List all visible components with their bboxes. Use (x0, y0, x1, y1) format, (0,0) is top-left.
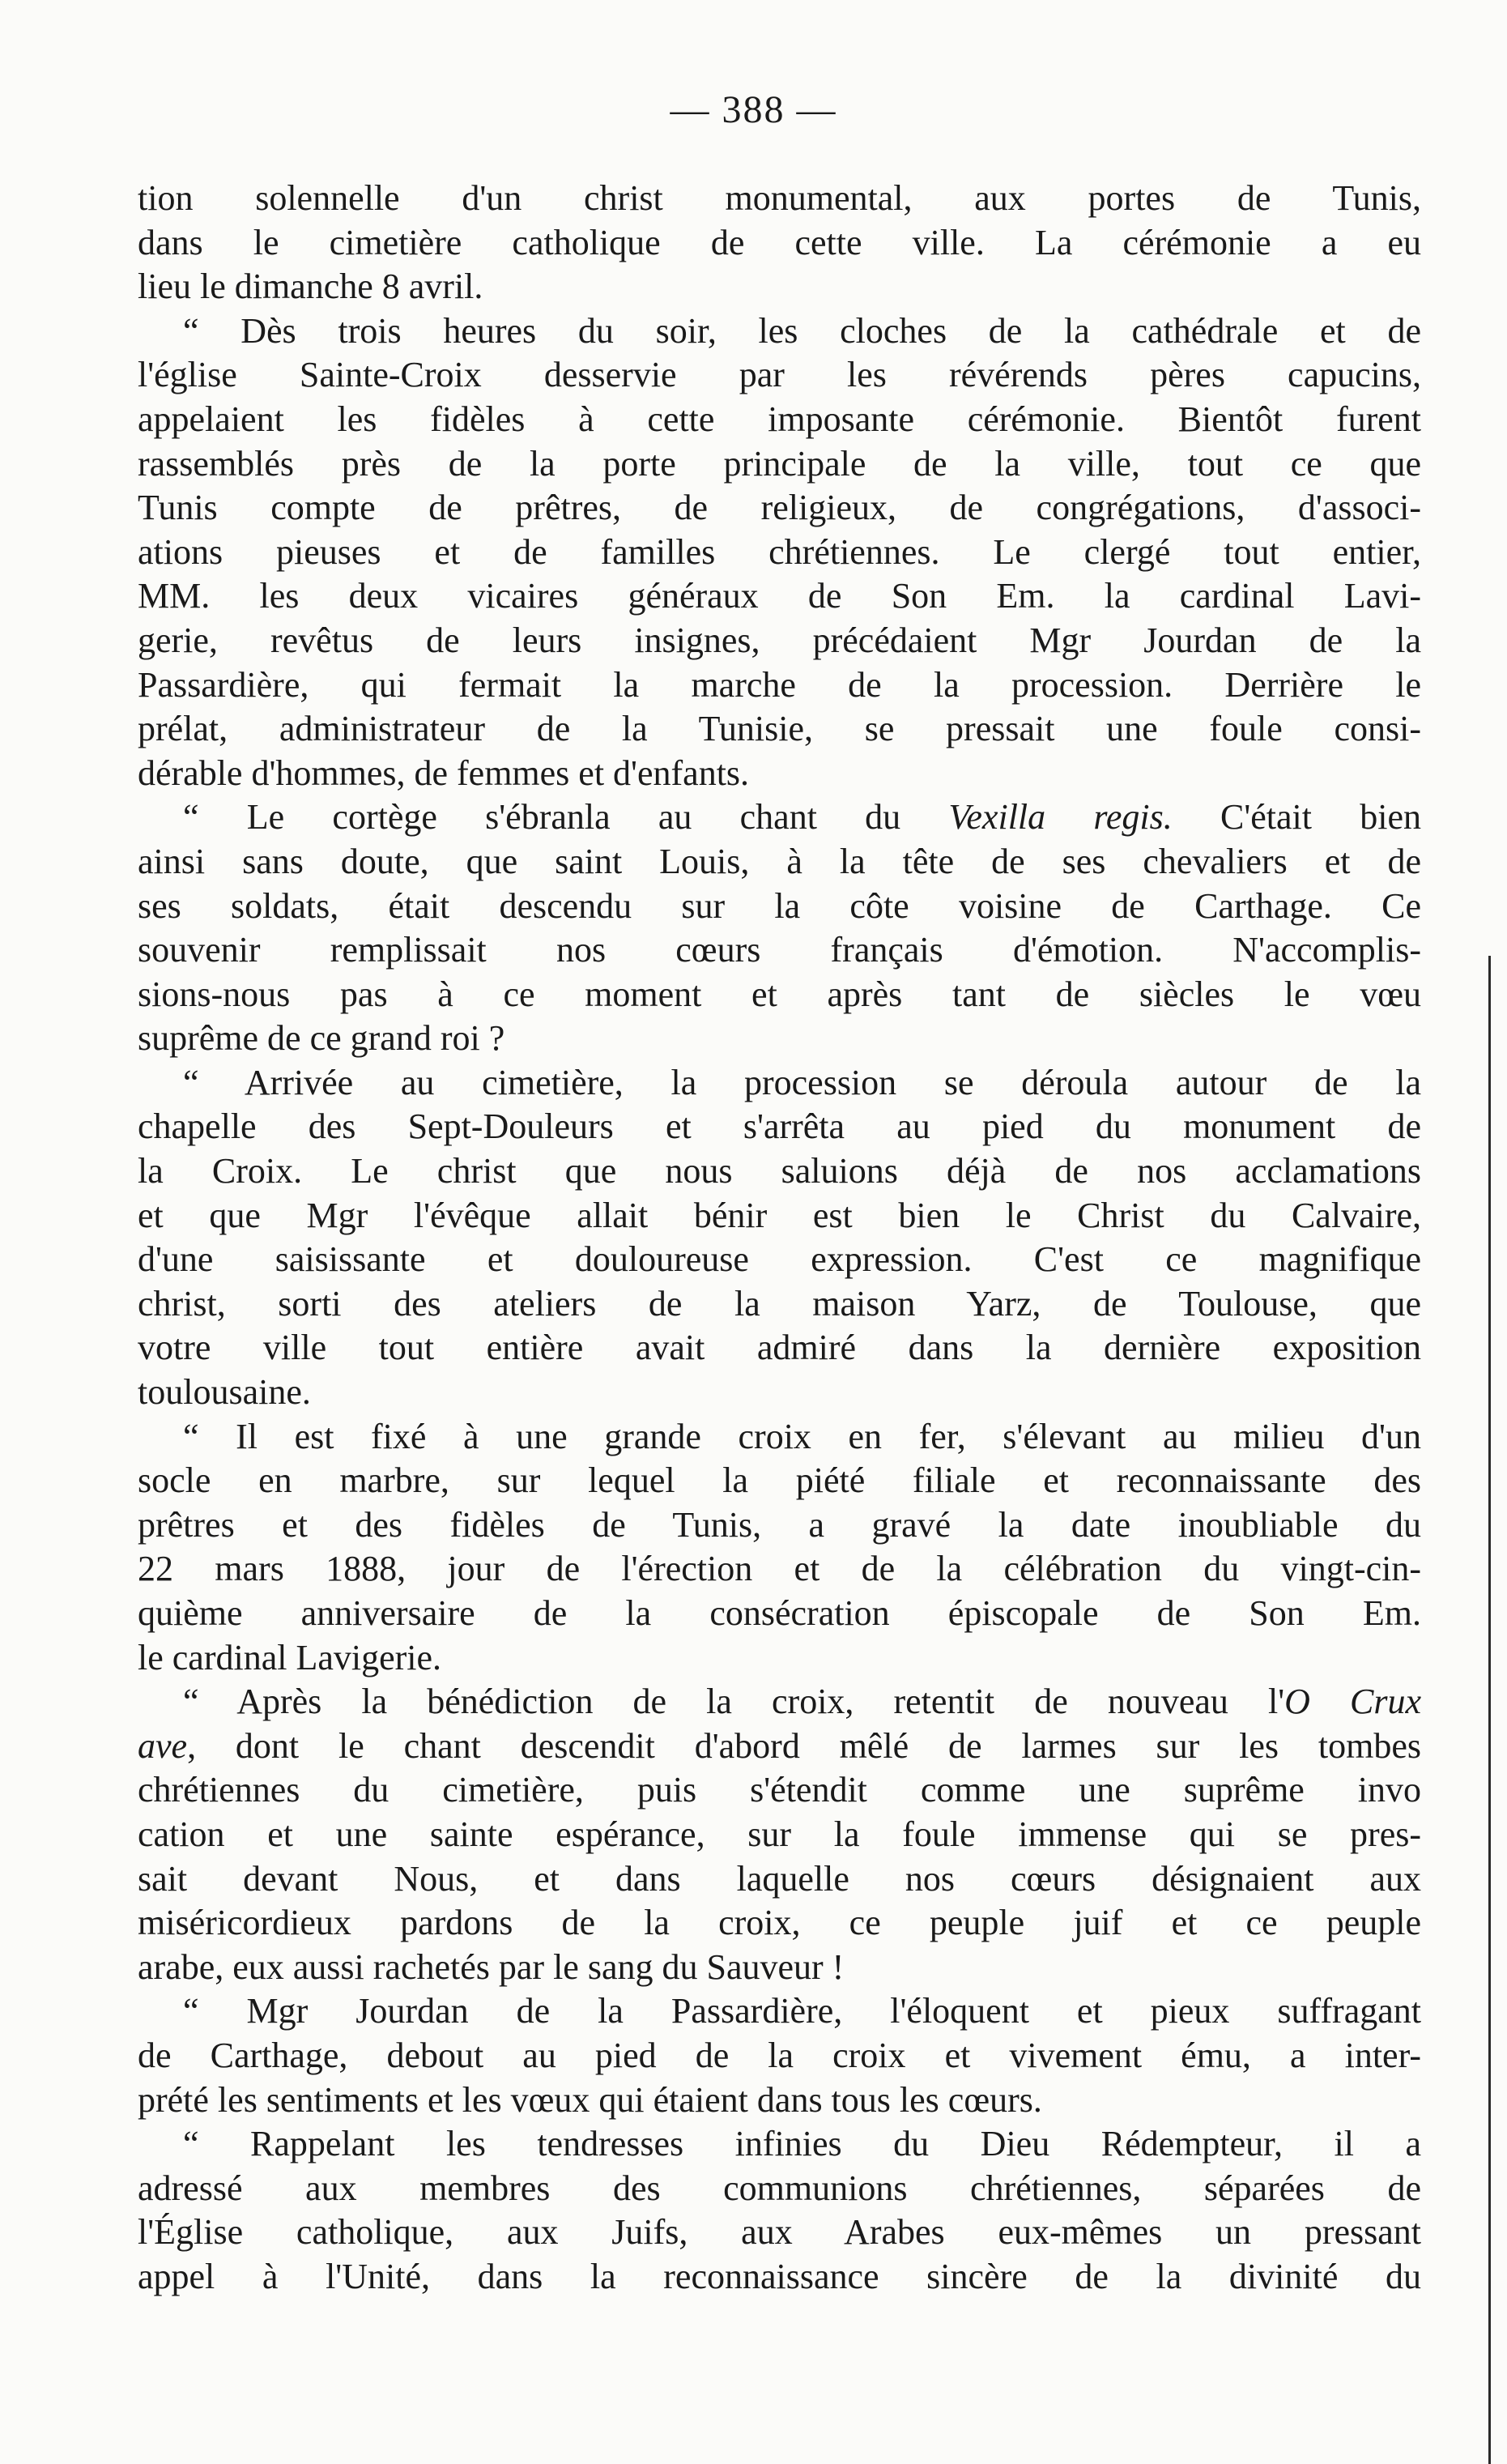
text-line (138, 2210, 1421, 2255)
text-line-content: rassemblés près de la porte principale de la ville, tout ce que (138, 443, 1421, 484)
text-line-content: l'église Sainte-Croix desservie par les révérends pères capucins, (138, 355, 1421, 395)
text-line (138, 353, 1421, 398)
text-line-content: quième anniversaire de la consécration épiscopale de Son Em. (138, 1593, 1421, 1633)
text-line (138, 1238, 1421, 1282)
text-line-content: “ Arrivée au cimetière, la procession se déroula autour de la (183, 1062, 1421, 1102)
text-line (138, 1768, 1421, 1813)
text-line (138, 221, 1421, 266)
text-line-content: toulousaine. (138, 1372, 311, 1413)
text-line (138, 840, 1421, 885)
text-line-content: lieu le dimanche 8 avril. (138, 266, 483, 307)
text-line (138, 1371, 1421, 1415)
text-line-content: 22 mars 1888, jour de l'érection et de la célébration du vingt-cin- (138, 1549, 1421, 1589)
text-line-content: prélat, administrateur de la Tunisie, se pressait une foule consi- (138, 709, 1421, 749)
italic-text: ave (138, 1725, 188, 1766)
text-line (138, 1282, 1421, 1327)
text-line (138, 1105, 1421, 1149)
text-line (138, 442, 1421, 487)
text-line (138, 1989, 1421, 2034)
text-line (138, 752, 1421, 796)
text-line-content: chapelle des Sept-Douleurs et s'arrêta au pied du monument de (138, 1106, 1421, 1147)
text-line (138, 1061, 1421, 1106)
text-line-content: “ Rappelant les tendresses infinies du Dieu Rédempteur, il a (183, 2124, 1421, 2164)
text-line-content: ations pieuses et de familles chrétiennes. Le clergé tout entier, (138, 531, 1421, 572)
text-line (138, 1194, 1421, 1238)
text-line-content: votre ville tout entière avait admiré dans la dernière exposition (138, 1328, 1421, 1368)
text-line-content: le cardinal Lavigerie. (138, 1637, 442, 1677)
text-line-content: “ Après la bénédiction de la croix, retentit de nouveau l' (183, 1682, 1285, 1722)
text-line (138, 707, 1421, 752)
text-line (138, 2034, 1421, 2078)
text-line-content: suprême de ce grand roi ? (138, 1018, 505, 1059)
text-line-continuation: , dont le chant descendit d'abord mêlé de larmes sur les tombes (187, 1725, 1421, 1766)
text-line-content: socle en marbre, sur lequel la piété filiale et reconnaissante des (138, 1460, 1421, 1501)
text-line (138, 309, 1421, 354)
text-line (138, 531, 1421, 575)
text-line (138, 398, 1421, 442)
text-line-content: dans le cimetière catholique de cette ville. La cérémonie a eu (138, 222, 1421, 262)
text-line (138, 928, 1421, 973)
text-line-content: chrétiennes du cimetière, puis s'étendit comme une suprême invo (138, 1770, 1421, 1810)
text-line-continuation: C'était bien (1172, 797, 1421, 838)
text-line (138, 1901, 1421, 1946)
text-line-content: sions-nous pas à ce moment et après tant de siècles le vœu (138, 974, 1421, 1014)
text-line (138, 177, 1421, 221)
text-line (138, 1857, 1421, 1902)
text-line (138, 1149, 1421, 1194)
text-line-content: ainsi sans doute, que saint Louis, à la tête de ses chevaliers et de (138, 841, 1421, 881)
text-line-content: adressé aux membres des communions chrétiennes, séparées de (138, 2168, 1421, 2208)
text-line (138, 1946, 1421, 1990)
text-line (138, 619, 1421, 663)
text-line-content: appelaient les fidèles à cette imposante cérémonie. Bientôt furent (138, 399, 1421, 439)
text-line-content: “ Il est fixé à une grande croix en fer, s'élevant au milieu d'un (183, 1416, 1421, 1456)
text-line (138, 2167, 1421, 2211)
text-line-content: appel à l'Unité, dans la reconnaissance sincère de la divinité du (138, 2256, 1421, 2296)
text-line (138, 795, 1421, 840)
text-line-content: de Carthage, debout au pied de la croix et vivement ému, a inter- (138, 2035, 1421, 2075)
text-line-content: cation et une sainte espérance, sur la foule immense qui se pres- (138, 1814, 1421, 1854)
text-line-content: arabe, eux aussi rachetés par le sang du Sauveur ! (138, 1946, 845, 1987)
text-line (138, 574, 1421, 619)
page-number: — 388 — (670, 88, 837, 131)
text-line-content: MM. les deux vicaires généraux de Son Em. la cardinal Lavi- (138, 576, 1421, 616)
text-line-content: l'Église catholique, aux Juifs, aux Arabes eux-mêmes un pressant (138, 2212, 1421, 2253)
text-line (138, 2078, 1421, 2123)
text-line-content: miséricordieux pardons de la croix, ce peuple juif et ce peuple (138, 1903, 1421, 1943)
text-line-content: tion solennelle d'un christ monumental, aux portes de Tunis, (138, 178, 1421, 218)
text-line (138, 663, 1421, 708)
text-line-content: ses soldats, était descendu sur la côte voisine de Carthage. Ce (138, 885, 1421, 926)
text-line (138, 1326, 1421, 1371)
text-line-content: prété les sentiments et les vœux qui étaient dans tous les cœurs. (138, 2079, 1042, 2120)
text-line-content: Passardière, qui fermait la marche de la procession. Derrière le (138, 664, 1421, 705)
text-line (138, 1503, 1421, 1548)
italic-text: Vexilla regis. (948, 797, 1173, 838)
body-text (138, 177, 1421, 2300)
text-line (138, 1592, 1421, 1636)
text-line-content: dérable d'hommes, de femmes et d'enfants. (138, 752, 750, 793)
text-line-content: prêtres et des fidèles de Tunis, a gravé la date inoubliable du (138, 1504, 1421, 1545)
text-line (138, 265, 1421, 309)
text-line-content: et que Mgr l'évêque allait bénir est bien le Christ du Calvaire, (138, 1195, 1421, 1235)
text-line (138, 1724, 1421, 1769)
text-line (138, 1459, 1421, 1503)
text-line (138, 1547, 1421, 1592)
text-line-content: “ Le cortège s'ébranla au chant du (183, 797, 949, 838)
text-line (138, 1680, 1421, 1724)
italic-text: O Crux (1284, 1682, 1421, 1722)
text-line-content: “ Dès trois heures du soir, les cloches de la cathédrale et de (183, 310, 1421, 351)
text-line-content: souvenir remplissait nos cœurs français d'émotion. N'accomplis- (138, 930, 1421, 970)
text-line (138, 1813, 1421, 1857)
text-line (138, 486, 1421, 531)
text-line (138, 2255, 1421, 2300)
text-line-content: sait devant Nous, et dans laquelle nos cœurs désignaient aux (138, 1858, 1421, 1899)
text-line (138, 973, 1421, 1017)
text-line (138, 1636, 1421, 1681)
text-line-content: “ Mgr Jourdan de la Passardière, l'éloquent et pieux suffragant (183, 1991, 1421, 2031)
page-edge-shadow (1488, 956, 1491, 2464)
text-line (138, 1017, 1421, 1061)
text-line-content: Tunis compte de prêtres, de religieux, de congrégations, d'associ- (138, 488, 1421, 528)
text-line-content: christ, sorti des ateliers de la maison Yarz, de Toulouse, que (138, 1283, 1421, 1324)
text-line-content: d'une saisissante et douloureuse expression. C'est ce magnifique (138, 1239, 1421, 1280)
text-line (138, 885, 1421, 929)
text-line-content: gerie, revêtus de leurs insignes, précédaient Mgr Jourdan de la (138, 620, 1421, 660)
text-line-content: la Croix. Le christ que nous saluions déjà de nos acclamations (138, 1151, 1421, 1192)
text-line (138, 1415, 1421, 1460)
text-line (138, 2122, 1421, 2167)
